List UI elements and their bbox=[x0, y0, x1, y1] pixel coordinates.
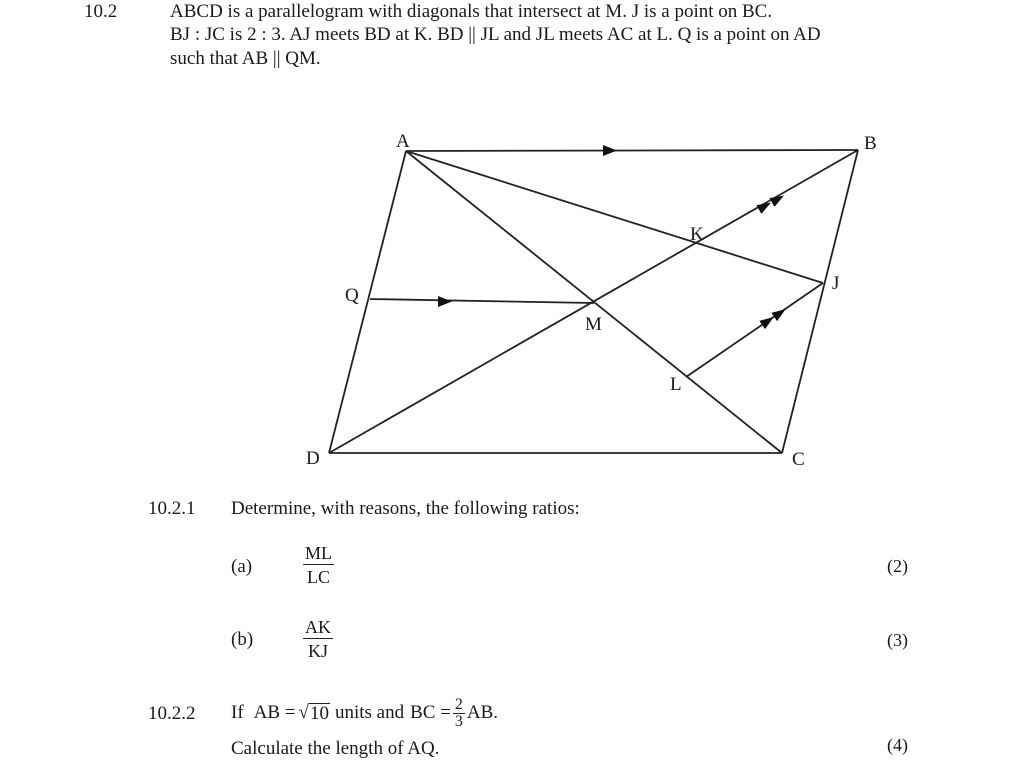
question-line-1: ABCD is a parallelogram with diagonals that intersect at M. J is a point on BC. bbox=[170, 1, 773, 22]
marks-c: (4) bbox=[887, 735, 908, 755]
label-j: J bbox=[832, 273, 840, 294]
part-a-label: (a) bbox=[231, 556, 253, 577]
side-ab bbox=[406, 150, 858, 151]
bc-equals: BC = bbox=[410, 702, 451, 723]
ratio-ml-lc bbox=[303, 542, 334, 589]
label-b: B bbox=[864, 133, 877, 154]
diagonal-bd bbox=[329, 150, 858, 453]
segment-jl bbox=[686, 283, 823, 377]
part-b-label: (b) bbox=[231, 629, 254, 650]
label-k: K bbox=[690, 224, 704, 245]
units-and: units and bbox=[334, 702, 405, 723]
arrow-icon bbox=[603, 145, 617, 156]
segment-aj bbox=[406, 151, 823, 283]
ratio-numerator: ML bbox=[305, 543, 332, 563]
label-q: Q bbox=[345, 285, 359, 306]
subquestion-text: Determine, with reasons, the following ratios: bbox=[231, 498, 580, 519]
arrow-icon bbox=[438, 296, 452, 307]
calculate-text: Calculate the length of AQ. bbox=[231, 738, 440, 759]
subquestion-number: 10.2.1 bbox=[148, 498, 196, 519]
label-m: M bbox=[585, 314, 602, 335]
side-bc bbox=[782, 150, 858, 453]
ab-end: AB. bbox=[466, 702, 499, 723]
label-a: A bbox=[396, 131, 410, 152]
question-line-2: BJ : JC is 2 : 3. AJ meets BD at K. BD || JL and JL meets AC at L. Q is a point on AD bbox=[170, 24, 821, 45]
ratio-denominator: KJ bbox=[307, 641, 328, 661]
marks-b: (3) bbox=[887, 630, 908, 650]
fraction-two-thirds bbox=[453, 697, 465, 730]
question-number: 10.2 bbox=[84, 1, 118, 22]
ratio-denominator: LC bbox=[306, 567, 330, 587]
ratio-numerator: AK bbox=[305, 617, 331, 637]
sqrt-symbol: √ bbox=[298, 702, 309, 723]
label-d: D bbox=[306, 448, 320, 469]
label-l: L bbox=[670, 374, 682, 395]
fraction-numerator: 2 bbox=[454, 695, 463, 713]
if-word: If bbox=[231, 702, 244, 723]
ab-equals: AB = bbox=[253, 702, 296, 723]
marks-a: (2) bbox=[887, 556, 908, 576]
side-da bbox=[329, 151, 406, 453]
question-line-3: such that AB || QM. bbox=[170, 48, 321, 69]
arrow-icon bbox=[769, 191, 786, 207]
subquestion-number: 10.2.2 bbox=[148, 703, 196, 724]
fraction-denominator: 3 bbox=[454, 712, 463, 730]
segment-qm bbox=[370, 299, 594, 303]
ratio-ak-kj bbox=[303, 616, 333, 663]
sqrt-value: 10 bbox=[309, 702, 329, 724]
given-expression bbox=[231, 693, 498, 733]
label-c: C bbox=[792, 449, 805, 470]
